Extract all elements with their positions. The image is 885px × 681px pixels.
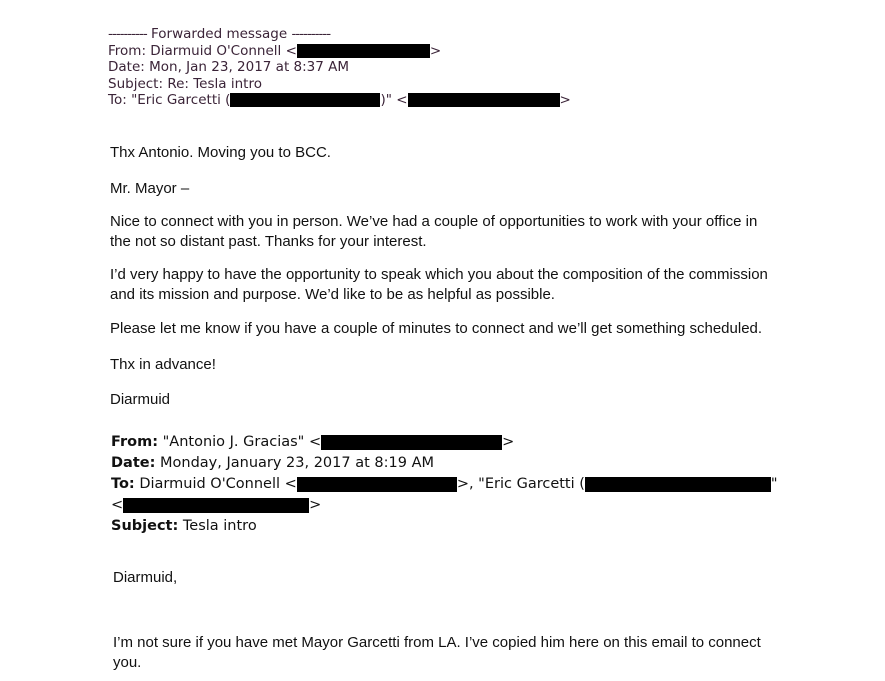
quoted-date [111,453,778,474]
text-line: I’m not sure if you have met Mayor Garcetti from LA. I’ve copied him here on this email to connect [113,634,761,651]
to-close: > [559,92,571,108]
to-end: " [770,476,778,492]
quoted-header [111,432,778,537]
text-line: I’d very happy to have the opportunity to speak which you about the composition of the commission [110,266,768,283]
reply-line-1: Thx Antonio. Moving you to BCC. [110,144,331,161]
redaction-box [408,93,560,107]
forwarded-date [108,59,571,76]
date-value: Monday, January 23, 2017 at 8:19 AM [160,455,434,471]
forwarded-subject [108,76,571,93]
quoted-greeting: Diarmuid, [113,569,178,586]
to-value: Diarmuid O'Connell < [139,476,297,492]
to-mid: )" < [380,92,408,108]
reply-salutation: Mr. Mayor – [110,180,190,197]
forwarded-from [108,43,571,60]
redaction-box [297,477,457,492]
to2-close: > [309,497,322,513]
subject-label: Subject: [111,518,179,534]
date-value: Mon, Jan 23, 2017 at 8:37 AM [149,59,350,75]
redaction-box [123,498,309,513]
quoted-subject [111,516,778,537]
quoted-to-continued [111,495,778,516]
reply-closing: Thx in advance! [110,356,216,373]
reply-paragraph-1 [110,212,810,251]
from-label: From: [108,42,146,59]
reply-paragraph-2 [110,265,810,304]
to-mid: >, "Eric Garcetti ( [456,476,585,492]
forwarded-to [108,92,571,109]
text-line: you. [113,653,142,671]
quoted-body [113,633,853,672]
to-name: "Eric Garcetti ( [131,92,231,108]
forwarded-header [108,26,571,109]
marker-dashes-left: ---------- [108,26,147,42]
reply-signature: Diarmuid [110,391,171,408]
from-value: "Antonio J. Gracias" < [162,434,322,450]
quoted-to [111,474,778,495]
date-label: Date: [108,59,145,75]
to-label: To: [111,476,135,492]
date-label: Date: [111,455,156,471]
from-close: > [429,42,442,59]
marker-text: Forwarded message [151,26,288,42]
redaction-box [297,44,430,58]
from-name: Diarmuid O'Connell < [150,42,297,59]
text-line: and its mission and purpose. We’d like to be as helpful as possible. [110,285,555,303]
from-close: > [502,434,515,450]
text-line: Nice to connect with you in person. We’ve had a couple of opportunities to work with your office in [110,213,758,230]
marker-dashes-right: ---------- [291,26,331,42]
reply-paragraph-3: Please let me know if you have a couple of minutes to connect and we’ll get something scheduled. [110,320,763,337]
from-label: From: [111,434,158,450]
redaction-box [230,93,380,107]
subject-value: Tesla intro [182,518,257,534]
to2-open: < [111,497,124,513]
redaction-box [321,435,502,450]
subject-value: Re: Tesla intro [167,75,262,92]
subject-label: Subject: [108,75,164,92]
forwarded-marker [108,26,571,43]
redaction-box [585,477,771,492]
quoted-from [111,432,778,453]
to-label: To: [108,92,127,108]
text-line: the not so distant past. Thanks for your interest. [110,232,427,250]
